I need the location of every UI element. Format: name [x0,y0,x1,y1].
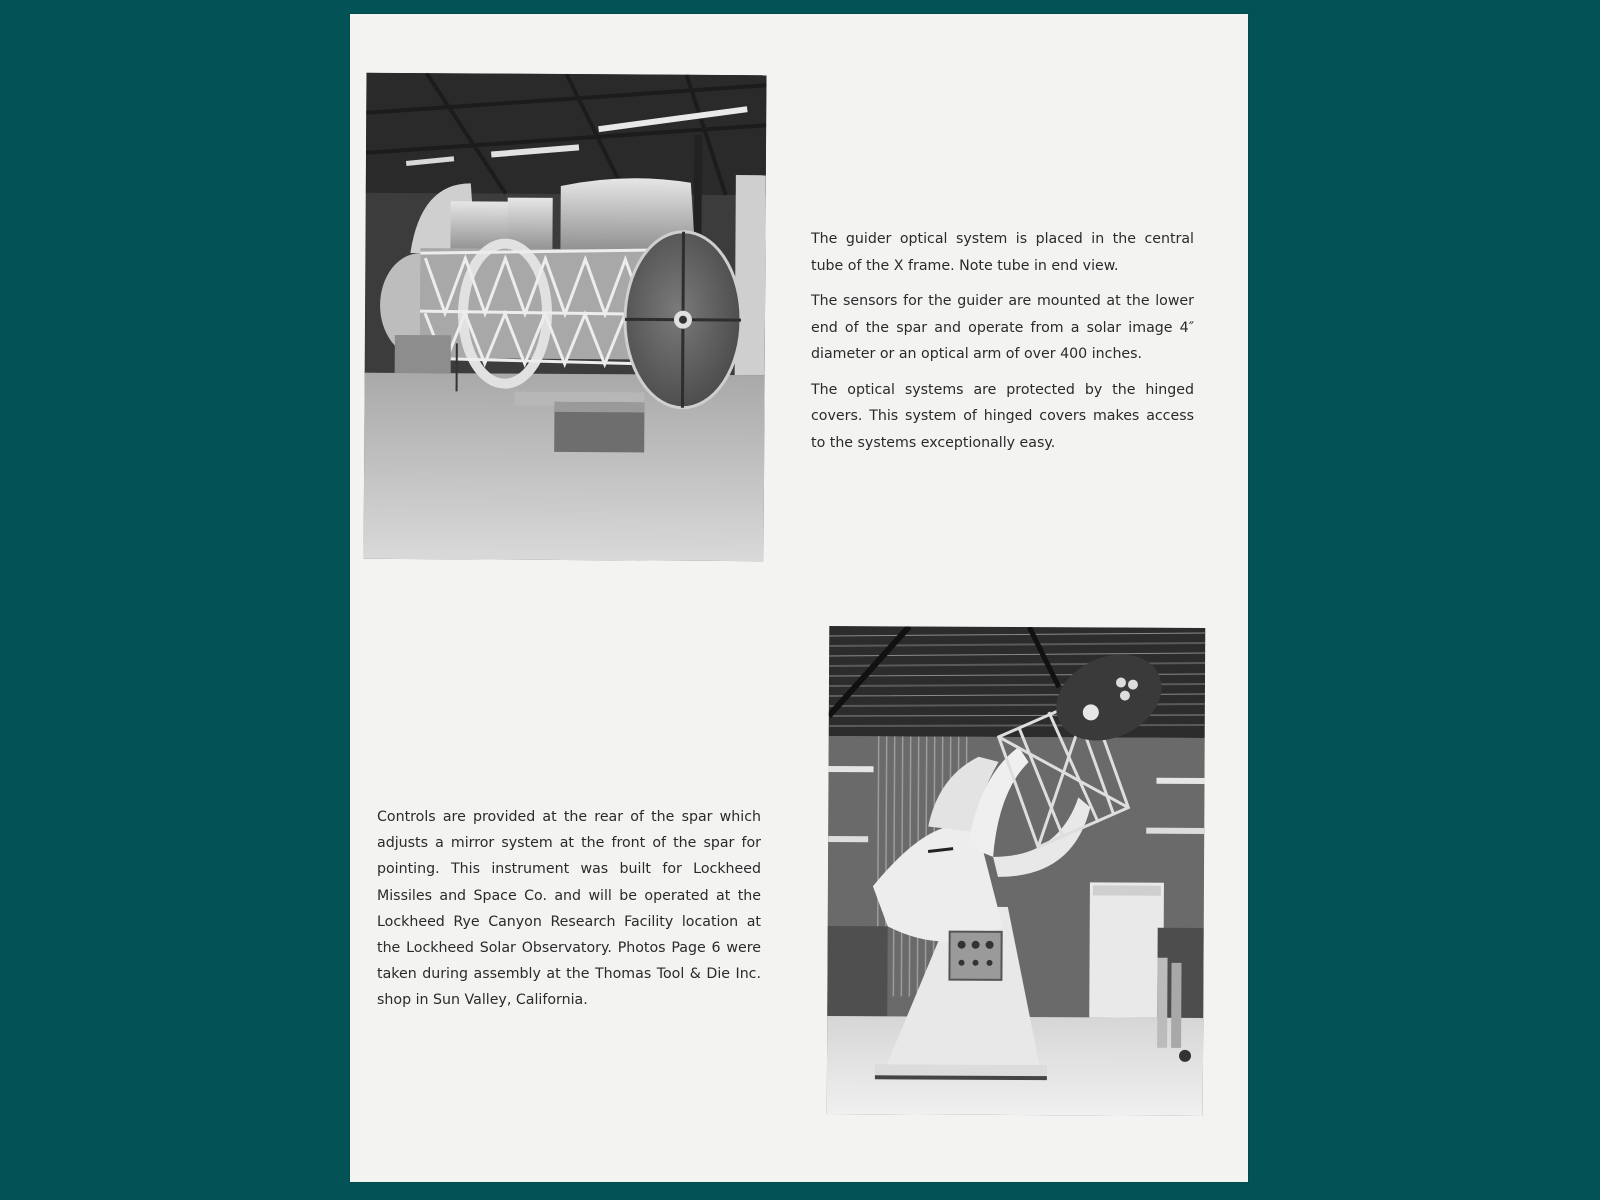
spar-xframe-photo [364,73,767,561]
caption-paragraph: The optical systems are protected by the hinged covers. This system of hinged covers makes access to the systems exceptionally easy. [811,381,1194,451]
document-page [350,14,1248,1182]
caption-paragraph: The guider optical system is placed in the central tube of the X frame. Note tube in end view. [811,231,1194,274]
guider-caption [811,226,1194,465]
controls-caption [377,804,761,1023]
telescope-mount-photo [827,626,1206,1116]
caption-paragraph: Controls are provided at the rear of the spar which adjusts a mirror system at the front of the spar for pointing. This instrument was built for Lockheed Missiles and Space Co. and will be operated at the Lockheed Rye Canyon Research Facility location at the Lockheed Solar Observatory. Photos Page 6 were taken during assembly at the Thomas Tool & Die Inc. shop in Sun Valley, California. [377,809,761,1009]
caption-paragraph: The sensors for the guider are mounted at the lower end of the spar and operate from a solar image 4″ diameter or an optical arm of over 400 inches. [811,293,1194,362]
